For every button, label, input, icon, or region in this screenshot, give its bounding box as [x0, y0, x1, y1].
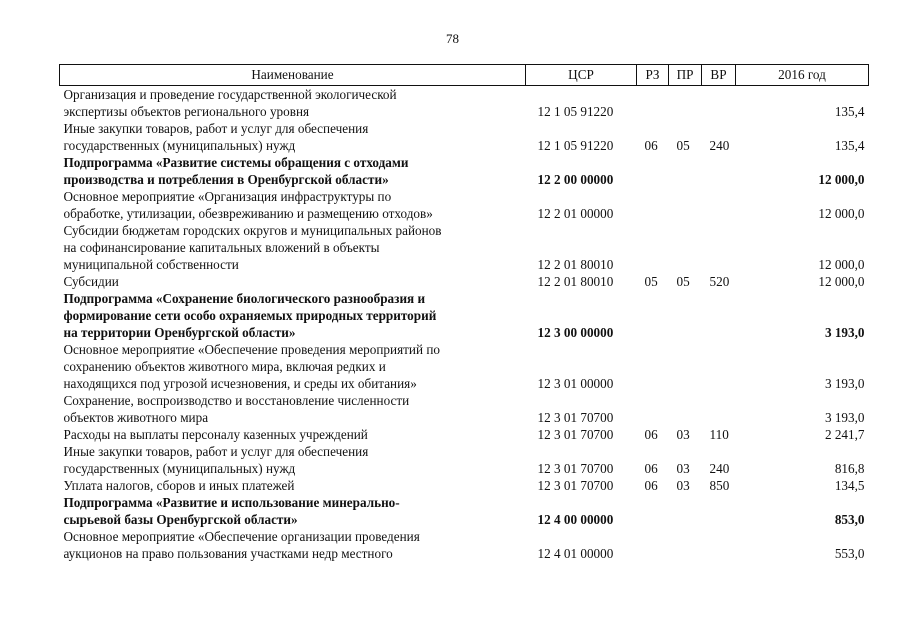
header-name: Наименование — [60, 65, 526, 86]
row-vr — [702, 528, 736, 562]
row-name-line: на софинансирование капитальных вложений в объекты — [63, 240, 380, 255]
row-rz: 06 — [644, 138, 658, 153]
row-amount: 816,8 — [834, 461, 865, 476]
row-rz — [637, 188, 669, 222]
row-name-line: Субсидии — [63, 274, 119, 289]
row-name — [60, 86, 526, 121]
row-csr: 12 2 01 00000 — [537, 206, 614, 221]
row-name-line: Подпрограмма «Развитие системы обращения с отходами — [63, 155, 409, 170]
row-vr — [702, 86, 736, 121]
row-csr: 12 3 01 70700 — [537, 427, 614, 442]
table-row — [60, 477, 869, 494]
table-row — [60, 273, 869, 290]
row-rz: 05 — [644, 274, 658, 289]
row-name-line: муниципальной собственности — [63, 257, 239, 272]
row-pr — [669, 392, 702, 426]
row-name — [60, 222, 526, 273]
row-amount: 12 000,0 — [818, 274, 865, 289]
row-name — [60, 290, 526, 341]
row-name — [60, 188, 526, 222]
row-name — [60, 426, 526, 443]
row-csr: 12 1 05 91220 — [537, 104, 614, 119]
row-csr: 12 4 00 00000 — [537, 512, 614, 527]
row-vr — [702, 392, 736, 426]
row-vr: 850 — [709, 478, 730, 493]
row-csr: 12 3 01 70700 — [537, 410, 614, 425]
row-vr: 240 — [709, 461, 730, 476]
row-csr: 12 2 01 80010 — [537, 257, 614, 272]
row-name-line: Основное мероприятие «Обеспечение организации проведения — [63, 529, 420, 544]
row-csr: 12 2 00 00000 — [537, 172, 614, 187]
row-name-line: находящихся под угрозой исчезновения, и среды их обитания» — [63, 376, 417, 391]
row-csr: 12 4 01 00000 — [537, 546, 614, 561]
row-name-line: Подпрограмма «Развитие и использование минерально- — [63, 495, 400, 510]
row-pr — [669, 86, 702, 121]
row-pr — [669, 494, 702, 528]
row-rz — [637, 222, 669, 273]
row-pr — [669, 290, 702, 341]
row-rz: 06 — [644, 461, 658, 476]
row-vr — [702, 290, 736, 341]
row-name-line: аукционов на право пользования участками недр местного — [63, 546, 393, 561]
row-amount: 3 193,0 — [824, 410, 865, 425]
row-vr — [702, 341, 736, 392]
row-amount: 12 000,0 — [818, 257, 865, 272]
row-name-line: Основное мероприятие «Обеспечение проведения мероприятий по — [63, 342, 440, 357]
row-rz — [637, 494, 669, 528]
table-row — [60, 120, 869, 154]
row-amount: 12 000,0 — [818, 206, 865, 221]
row-vr — [702, 222, 736, 273]
row-name-line: государственных (муниципальных) нужд — [63, 138, 296, 153]
table-row — [60, 528, 869, 562]
table-row — [60, 86, 869, 121]
header-rz: РЗ — [637, 65, 669, 86]
row-name-line: на территории Оренбургской области» — [63, 325, 296, 340]
row-rz — [637, 290, 669, 341]
row-amount: 12 000,0 — [818, 172, 865, 187]
row-amount: 853,0 — [834, 512, 865, 527]
header-pr: ПР — [669, 65, 702, 86]
row-amount: 3 193,0 — [824, 376, 865, 391]
row-name — [60, 477, 526, 494]
row-rz — [637, 86, 669, 121]
row-csr: 12 2 01 80010 — [537, 274, 614, 289]
row-name — [60, 528, 526, 562]
row-name-line: Сохранение, воспроизводство и восстановление численности — [63, 393, 410, 408]
row-pr — [669, 154, 702, 188]
table-row — [60, 341, 869, 392]
row-name-line: Уплата налогов, сборов и иных платежей — [63, 478, 295, 493]
row-csr: 12 1 05 91220 — [537, 138, 614, 153]
subprogram-row — [60, 290, 869, 341]
row-amount: 134,5 — [834, 478, 865, 493]
row-rz — [637, 341, 669, 392]
table-header — [60, 65, 869, 86]
row-name-line: Организация и проведение государственной экологической — [63, 87, 397, 102]
row-vr — [702, 154, 736, 188]
row-vr — [702, 494, 736, 528]
row-name-line: производства и потребления в Оренбургской области» — [63, 172, 389, 187]
row-name — [60, 392, 526, 426]
row-pr: 03 — [676, 427, 690, 442]
row-name — [60, 443, 526, 477]
header-vr: ВР — [702, 65, 736, 86]
row-vr — [702, 188, 736, 222]
table-row — [60, 426, 869, 443]
row-pr: 05 — [676, 274, 690, 289]
row-name-line: Подпрограмма «Сохранение биологического разнообразия и — [63, 291, 426, 306]
row-name-line: Расходы на выплаты персоналу казенных учреждений — [63, 427, 368, 442]
budget-table — [59, 64, 869, 562]
row-amount: 135,4 — [834, 138, 865, 153]
row-vr: 110 — [709, 427, 729, 442]
header-year: 2016 год — [736, 65, 869, 86]
page-number: 78 — [446, 31, 459, 46]
header-csr: ЦСР — [526, 65, 637, 86]
row-amount: 3 193,0 — [824, 325, 865, 340]
row-pr — [669, 188, 702, 222]
row-name-line: Субсидии бюджетам городских округов и муниципальных районов — [63, 223, 442, 238]
row-name-line: объектов животного мира — [63, 410, 209, 425]
row-name-line: сохранению объектов животного мира, включая редких и — [63, 359, 386, 374]
row-pr — [669, 222, 702, 273]
row-pr — [669, 528, 702, 562]
table-row — [60, 188, 869, 222]
row-name — [60, 120, 526, 154]
row-name-line: Иные закупки товаров, работ и услуг для обеспечения — [63, 121, 369, 136]
row-rz: 06 — [644, 427, 658, 442]
row-name-line: экспертизы объектов регионального уровня — [63, 104, 310, 119]
row-amount: 553,0 — [834, 546, 865, 561]
row-vr: 240 — [709, 138, 730, 153]
subprogram-row — [60, 494, 869, 528]
row-csr: 12 3 00 00000 — [537, 325, 614, 340]
row-name — [60, 273, 526, 290]
row-name-line: Основное мероприятие «Организация инфраструктуры по — [63, 189, 392, 204]
row-vr: 520 — [709, 274, 730, 289]
row-name — [60, 341, 526, 392]
row-rz — [637, 528, 669, 562]
row-name — [60, 494, 526, 528]
table-row — [60, 222, 869, 273]
row-amount: 135,4 — [834, 104, 865, 119]
table-row — [60, 392, 869, 426]
row-rz — [637, 154, 669, 188]
row-name-line: Иные закупки товаров, работ и услуг для обеспечения — [63, 444, 369, 459]
subprogram-row — [60, 154, 869, 188]
row-name-line: обработке, утилизации, обезвреживанию и размещению отходов» — [63, 206, 433, 221]
row-name — [60, 154, 526, 188]
row-csr: 12 3 01 00000 — [537, 376, 614, 391]
row-pr: 05 — [676, 138, 690, 153]
row-pr: 03 — [676, 478, 690, 493]
row-rz — [637, 392, 669, 426]
row-pr — [669, 341, 702, 392]
row-name-line: государственных (муниципальных) нужд — [63, 461, 296, 476]
table-row — [60, 443, 869, 477]
row-name-line: формирование сети особо охраняемых природных территорий — [63, 308, 437, 323]
row-pr: 03 — [676, 461, 690, 476]
row-csr: 12 3 01 70700 — [537, 461, 614, 476]
row-rz: 06 — [644, 478, 658, 493]
row-name-line: сырьевой базы Оренбургской области» — [63, 512, 298, 527]
row-csr: 12 3 01 70700 — [537, 478, 614, 493]
table-body — [60, 86, 869, 563]
row-amount: 2 241,7 — [824, 427, 865, 442]
